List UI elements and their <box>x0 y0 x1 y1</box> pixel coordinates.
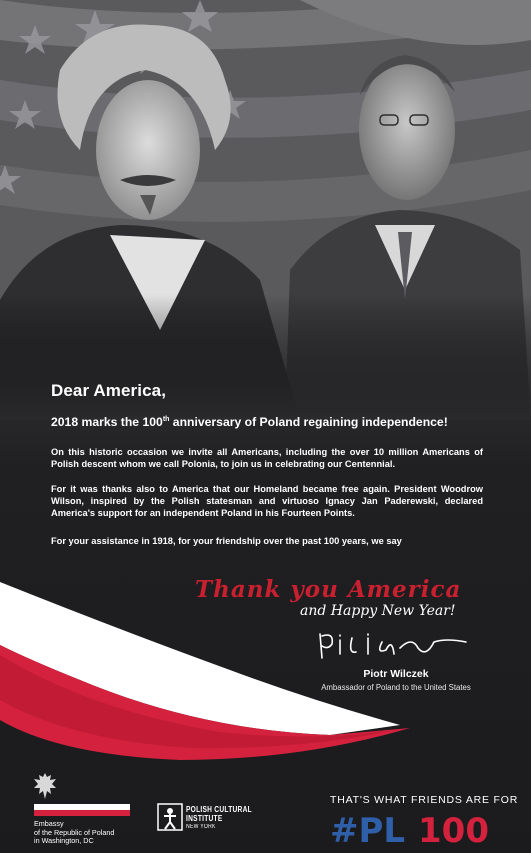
campaign-hashtag <box>330 808 530 848</box>
thank-you-script: Thank you America <box>195 576 462 603</box>
embassy-line-3: in Washington, DC <box>34 836 94 846</box>
embassy-line-1: Embassy <box>34 819 64 828</box>
hashtag-pl: #PL <box>330 811 406 848</box>
institute-line-3: NEW YORK <box>186 824 216 830</box>
paragraph-history: For it was thanks also to America that our Homeland became free again. President Woodrow Wilson, inspired by the Polish statesman and virtuoso Ignacy Jan Paderewski, declared America's support for an independent Poland in his Fourteen Points. <box>51 484 483 518</box>
historic-photo-paderewski-wilson <box>0 0 531 420</box>
ambassador-title: Ambassador of Poland to the United States <box>321 683 471 692</box>
headline-post: anniversary of Poland regaining independence! <box>169 415 448 429</box>
embassy-line-2: of the Republic of Poland <box>34 827 115 837</box>
headline <box>51 415 448 429</box>
cultural-institute-logo-icon <box>157 803 183 831</box>
signature-image <box>316 628 476 664</box>
flag-red-band <box>34 810 130 816</box>
happy-new-year-script: and Happy New Year! <box>300 603 456 619</box>
paragraph-thanks-intro: For your assistance in 1918, for your friendship over the past 100 years, we say <box>51 536 402 546</box>
headline-pre: 2018 marks the 100 <box>51 415 163 429</box>
campaign-tagline: THAT'S WHAT FRIENDS ARE FOR <box>330 794 519 806</box>
institute-line-1: POLISH CULTURAL <box>186 805 252 814</box>
polish-eagle-icon <box>32 771 58 801</box>
paragraph-invitation: On this historic occasion we invite all Americans, including the over 10 million Americans of Polish descent whom we call Polonia, to join us in celebrating our Centennial. <box>51 447 483 469</box>
ambassador-name: Piotr Wilczek <box>363 668 429 680</box>
hashtag-100: 100 <box>418 811 489 848</box>
institute-line-2: INSTITUTE <box>186 814 223 823</box>
greeting: Dear America, <box>51 381 167 400</box>
headline-sup: th <box>162 416 170 423</box>
